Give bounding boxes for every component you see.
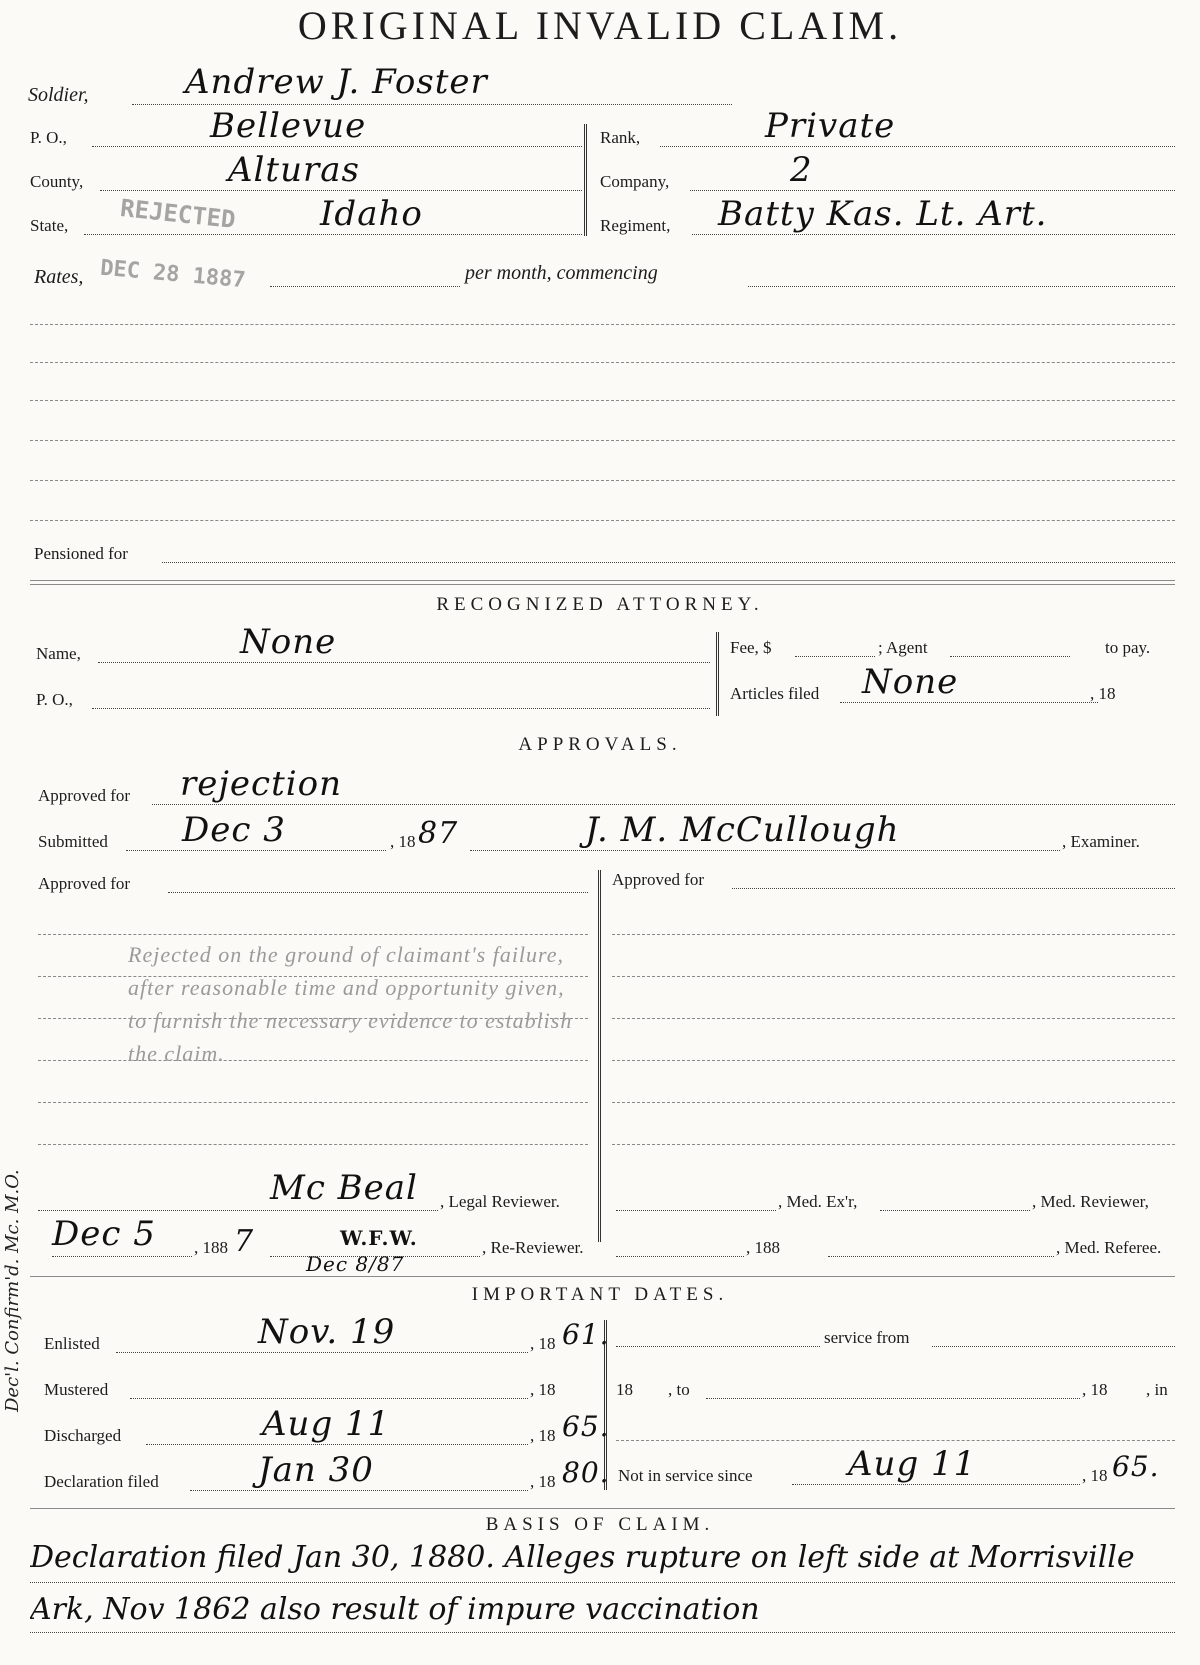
left-approved-line: [168, 892, 588, 893]
rank-value: Private: [765, 106, 896, 146]
regiment-line: [692, 234, 1175, 235]
section-rule: [30, 1508, 1175, 1509]
blank-line: [30, 324, 1175, 325]
blank-line: [616, 1440, 1175, 1441]
not-in-service-label: Not in service since: [618, 1466, 753, 1485]
blank-line: [30, 520, 1175, 521]
blank-line: [612, 1144, 1175, 1145]
not-in-service-value: Aug 11: [848, 1444, 977, 1484]
service-from-line-b: [932, 1346, 1175, 1347]
company-value: 2: [790, 150, 813, 190]
not-in-service-line: [792, 1484, 1080, 1485]
approved-for-value: rejection: [180, 764, 342, 804]
po-value: Bellevue: [210, 106, 367, 146]
margin-note: Dec'l. Confirm'd. Mc. M.O.: [2, 1169, 23, 1412]
service-to-line: [706, 1398, 1080, 1399]
discharged-line: [146, 1444, 528, 1445]
service-from-line-a: [616, 1346, 820, 1347]
rank-line: [660, 146, 1175, 147]
rejected-stamp-date: DEC 28 1887: [99, 255, 247, 294]
med-referee-label: , Med. Referee.: [1056, 1238, 1162, 1257]
blank-line: [38, 1102, 588, 1103]
agent-line: [950, 656, 1070, 657]
attorney-po-line: [92, 708, 710, 709]
state-line: [84, 234, 582, 235]
approvals-heading: APPROVALS.: [518, 734, 682, 755]
section-rule: [30, 1276, 1175, 1277]
rejection-stamp-text: Rejected on the ground of claimant's failure, after reasonable time and opportunity given, to furnish the necessary evidence to establish the claim.: [128, 942, 573, 1066]
declaration-year: 80.: [562, 1456, 610, 1489]
fee-line: [795, 656, 875, 657]
enlisted-value: Nov. 19: [258, 1312, 396, 1352]
articles-value: None: [862, 662, 959, 702]
blank-line: [612, 1018, 1175, 1019]
county-value: Alturas: [228, 150, 360, 190]
legal-date-line: [52, 1256, 192, 1257]
pensioned-label: Pensioned for: [34, 544, 128, 563]
legal-reviewer-signature: Mc Beal: [270, 1168, 418, 1208]
county-label: County,: [30, 172, 84, 191]
declaration-value: Jan 30: [258, 1450, 374, 1490]
approvals-divider: [598, 870, 601, 1242]
submitted-line: [126, 850, 386, 851]
examiner-line: [470, 850, 1060, 851]
not-in-service-year-prefix: , 18: [1082, 1466, 1108, 1485]
basis-line-2: Ark, Nov 1862 also result of impure vaccination: [30, 1592, 760, 1627]
blank-line: [30, 400, 1175, 401]
blank-line: [612, 1102, 1175, 1103]
attorney-heading: RECOGNIZED ATTORNEY.: [436, 594, 764, 615]
mustered-label: Mustered: [44, 1380, 109, 1399]
enlisted-year-prefix: , 18: [530, 1334, 556, 1353]
right-year: , 18: [1082, 1380, 1108, 1399]
discharged-year: 65.: [562, 1410, 610, 1443]
mustered-line: [130, 1398, 528, 1399]
blank-line: [612, 1060, 1175, 1061]
rank-label: Rank,: [600, 128, 641, 147]
right-approved-label: Approved for: [612, 870, 705, 889]
articles-label: Articles filed: [730, 684, 820, 703]
po-label: P. O.,: [30, 128, 67, 147]
blank-line: [30, 362, 1175, 363]
med-date-line: [616, 1256, 744, 1257]
discharged-label: Discharged: [44, 1426, 122, 1445]
rejected-stamp: REJECTED: [118, 194, 237, 234]
med-reviewer-label: , Med. Reviewer,: [1032, 1192, 1149, 1211]
med-referee-line: [828, 1256, 1054, 1257]
legal-year: 7: [234, 1224, 255, 1259]
submitted-year-prefix: , 18: [390, 832, 416, 851]
soldier-name: Andrew J. Foster: [185, 62, 488, 102]
not-in-service-year: 65.: [1112, 1450, 1160, 1483]
county-line: [100, 190, 582, 191]
legal-year-prefix: , 188: [194, 1238, 228, 1257]
articles-year: , 18: [1090, 684, 1116, 703]
section-rule: [30, 584, 1175, 585]
left-approved-label: Approved for: [38, 874, 131, 893]
med-ex-label: , Med. Ex'r,: [778, 1192, 858, 1211]
page-title: ORIGINAL INVALID CLAIM.: [297, 3, 903, 48]
to-label: , to: [668, 1380, 690, 1399]
pensioned-line: [162, 562, 1175, 563]
rereviewer-initials: W.F.W.: [340, 1226, 418, 1250]
blank-line: [612, 934, 1175, 935]
soldier-label: Soldier,: [28, 84, 89, 106]
blank-line: [612, 976, 1175, 977]
state-label: State,: [30, 216, 69, 235]
rereviewer-label: , Re-Reviewer.: [482, 1238, 584, 1257]
per-month-label: per month, commencing: [465, 262, 658, 284]
approved-for-line: [152, 804, 1175, 805]
examiner-signature: J. M. McCullough: [585, 810, 900, 850]
blank-line: [30, 480, 1175, 481]
rates-label: Rates,: [34, 266, 84, 288]
legal-reviewer-line: [38, 1210, 438, 1211]
med-reviewer-line: [880, 1210, 1030, 1211]
rates-line: [270, 286, 460, 287]
med-ex-line: [616, 1210, 776, 1211]
fee-label: Fee, $: [730, 638, 772, 657]
approved-for-label: Approved for: [38, 786, 131, 805]
declaration-line: [190, 1490, 528, 1491]
enlisted-label: Enlisted: [44, 1334, 100, 1353]
enlisted-line: [116, 1352, 528, 1353]
blank-line: [30, 440, 1175, 441]
enlisted-year: 61.: [562, 1318, 610, 1351]
basis-rule-2: [30, 1632, 1175, 1633]
legal-reviewer-label: , Legal Reviewer.: [440, 1192, 560, 1211]
articles-line: [840, 702, 1098, 703]
declaration-year-prefix: , 18: [530, 1472, 556, 1491]
basis-rule-1: [30, 1582, 1175, 1583]
important-dates-heading: IMPORTANT DATES.: [471, 1284, 729, 1305]
attorney-name-value: None: [240, 622, 337, 662]
attorney-name-line: [98, 662, 710, 663]
attorney-po-label: P. O.,: [36, 690, 73, 709]
submitted-value: Dec 3: [182, 810, 286, 850]
soldier-line: [132, 104, 732, 105]
to-pay-label: to pay.: [1105, 638, 1151, 657]
submitted-year: 87: [418, 816, 459, 851]
service-from-label: service from: [824, 1328, 910, 1347]
basis-heading: BASIS OF CLAIM.: [485, 1514, 715, 1535]
med-188-label: , 188: [746, 1238, 780, 1257]
rereviewer-date: Dec 8/87: [306, 1252, 405, 1276]
commencing-line: [748, 286, 1175, 287]
agent-label: ; Agent: [878, 638, 928, 657]
blank-line: [38, 934, 588, 935]
eighteen-label: 18: [616, 1380, 633, 1399]
company-line: [690, 190, 1175, 191]
po-line: [92, 146, 582, 147]
basis-line-1: Declaration filed Jan 30, 1880. Alleges rupture on left side at Morrisville: [30, 1540, 1135, 1575]
declaration-label: Declaration filed: [44, 1472, 159, 1491]
legal-review-date: Dec 5: [52, 1214, 156, 1254]
mustered-year: , 18: [530, 1380, 556, 1399]
discharged-year-prefix: , 18: [530, 1426, 556, 1445]
attorney-divider: [716, 632, 719, 716]
soldier-divider: [584, 124, 587, 236]
blank-line: [38, 1144, 588, 1145]
discharged-value: Aug 11: [262, 1404, 391, 1444]
section-rule: [30, 580, 1175, 581]
regiment-value: Batty Kas. Lt. Art.: [718, 194, 1048, 234]
examiner-label: , Examiner.: [1062, 832, 1140, 851]
in-label: , in: [1146, 1380, 1168, 1399]
attorney-name-label: Name,: [36, 644, 81, 663]
state-value: Idaho: [320, 194, 423, 234]
regiment-label: Regiment,: [600, 216, 671, 235]
right-approved-line: [732, 888, 1175, 889]
company-label: Company,: [600, 172, 670, 191]
submitted-label: Submitted: [38, 832, 108, 851]
